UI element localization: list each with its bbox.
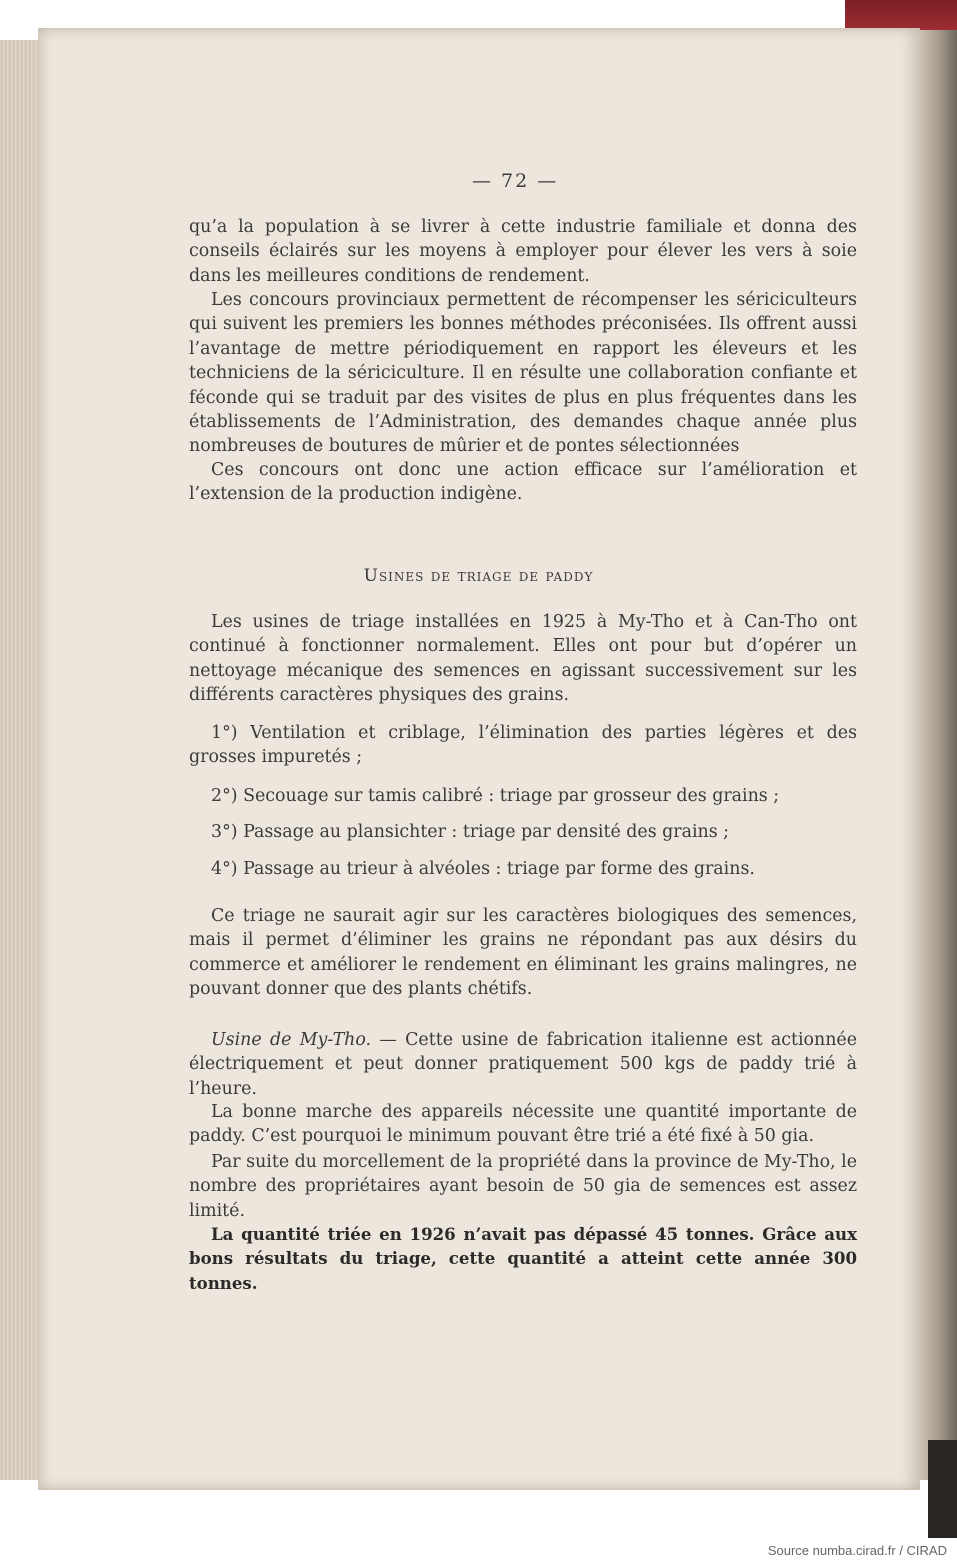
paragraph-usines-intro: Les usines de triage installées en 1925 à My-Tho et à Can-Tho ont continué à fonctionner normalement. Elles ont pour but d’opérer un nettoyage mécanique des semences en agissant successivement sur les différents caractères physiques des grains. — [189, 612, 857, 706]
page-stack-left — [0, 40, 41, 1480]
list-item-3: 3°) Passage au plansichter : triage par densité des grains ; — [211, 822, 730, 842]
source-credit: Source numba.cirad.fr / CIRAD — [767, 1543, 947, 1558]
book-spine-right — [918, 30, 957, 1480]
paragraph-usine-mytho — [189, 1028, 857, 1101]
usine-mytho-text: — Cette usine de fabrication italienne est actionnée électriquement et peut donner pratiquement 500 kgs de paddy trié à l’heure. — [189, 1030, 858, 1099]
section-heading: Usines de triage de paddy — [363, 566, 594, 586]
book-cover-corner — [845, 0, 957, 30]
paragraph-concours: Les concours provinciaux permettent de récompenser les sériciculteurs qui suivent les premiers les bonnes méthodes préconisées. Ils offrent aussi l’avantage de mettre périodiquement en rapport les éleveurs et les techniciens de la sériciculture. Il en résulte une collaboration confiante et féconde qui se traduit par des visites de plus en plus fréquentes dans les établissements de l’Administration, des demandes chaque année plus nombreuses de boutures de mûrier et de pontes sélectionnées — [189, 290, 857, 457]
page-number: — 72 — — [472, 170, 559, 192]
paragraph-quantite-triee: La quantité triée en 1926 n’avait pas dépassé 45 tonnes. Grâce aux bons résultats du triage, cette quantité a atteint cette année 300 tonnes. — [189, 1224, 857, 1293]
paragraph-bonne-marche: La bonne marche des appareils nécessite une quantité importante de paddy. C’est pourquoi le minimum pouvant être trié a été fixé à 50 gia. — [189, 1102, 857, 1147]
paragraph-morcellement: Par suite du morcellement de la propriété dans la province de My-Tho, le nombre des propriétaires ayant besoin de 50 gia de semences est assez limité. — [189, 1152, 857, 1221]
list-item-4: 4°) Passage au trieur à alvéoles : triage par forme des grains. — [211, 859, 755, 879]
book-cover-bottom — [928, 1440, 957, 1538]
paragraph-triage-conclusion: Ce triage ne saurait agir sur les caractères biologiques des semences, mais il permet d’éliminer les grains ne répondant pas aux désirs du commerce et améliorer le rendement en éliminant les grains malingres, ne pouvant donner que des plants chétifs. — [189, 906, 857, 1000]
list-item-2: 2°) Secouage sur tamis calibré : triage par grosseur des grains ; — [211, 786, 780, 806]
paragraph-concours-effect: Ces concours ont donc une action efficace sur l’amélioration et l’extension de la production indigène. — [189, 460, 857, 505]
list-item-1: 1°) Ventilation et criblage, l’élimination des parties légères et des grosses impuretés ; — [189, 723, 857, 768]
usine-mytho-lead: Usine de My-Tho. — [211, 1030, 372, 1050]
paragraph-continuation: qu’a la population à se livrer à cette industrie familiale et donna des conseils éclairés sur les moyens à employer pour élever les vers à soie dans les meilleures conditions de rendement. — [189, 217, 857, 286]
